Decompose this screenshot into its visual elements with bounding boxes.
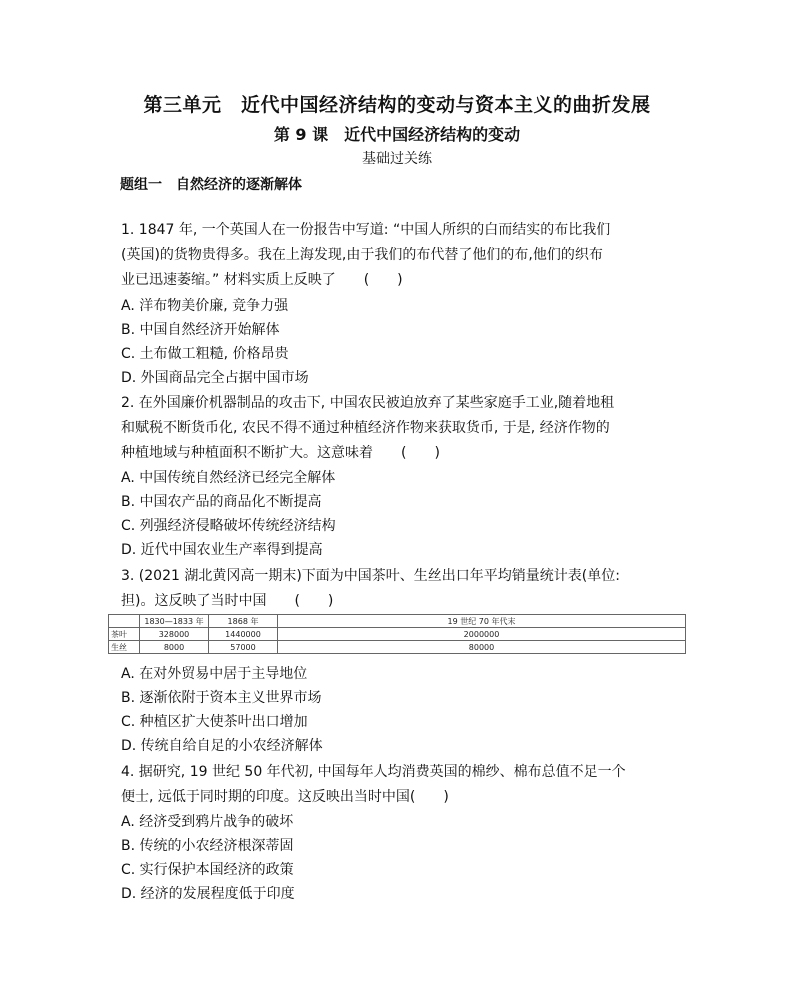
lesson-title: 第 9 课 近代中国经济结构的变动 — [273, 125, 521, 144]
q2-option-d: D. 近代中国农业生产率得到提高 — [121, 542, 323, 558]
table-row-label: 茶叶 — [109, 628, 140, 641]
table-header-cell: 1868 年 — [209, 615, 278, 628]
table-cell: 328000 — [140, 628, 209, 641]
q1-stem-line-1: 1. 1847 年, 一个英国人在一份报告中写道: “中国人所织的白而结实的布比我们 — [121, 222, 611, 238]
table-cell: 8000 — [140, 641, 209, 654]
q3-stem-line-1: 3. (2021 湖北黄冈高一期末)下面为中国茶叶、生丝出口年平均销量统计表(单位: — [121, 568, 620, 584]
q2-option-b: B. 中国农产品的商品化不断提高 — [121, 494, 322, 510]
q1-option-c: C. 土布做工粗糙, 价格昂贵 — [121, 346, 289, 362]
section-title: 基础过关练 — [362, 151, 432, 167]
q3-option-a: A. 在对外贸易中居于主导地位 — [121, 666, 308, 682]
q3-option-b: B. 逐渐依附于资本主义世界市场 — [121, 690, 322, 706]
table-row — [109, 641, 686, 654]
q2-stem-line-2: 和赋税不断货币化, 农民不得不通过种植经济作物来获取货币, 于是, 经济作物的 — [121, 420, 610, 436]
q1-option-d: D. 外国商品完全占据中国市场 — [121, 370, 309, 386]
export-stats-table — [108, 614, 686, 654]
table-row-label: 生丝 — [109, 641, 140, 654]
q2-stem-line-3: 种植地域与种植面积不断扩大。这意味着 ( ) — [121, 445, 440, 461]
q4-option-d: D. 经济的发展程度低于印度 — [121, 886, 295, 902]
table-header-cell: 1830—1833 年 — [140, 615, 209, 628]
q1-stem-line-3: 业已迅速萎缩。” 材料实质上反映了 ( ) — [121, 272, 403, 288]
q2-option-c: C. 列强经济侵略破坏传统经济结构 — [121, 518, 336, 534]
q2-stem-line-1: 2. 在外国廉价机器制品的攻击下, 中国农民被迫放弃了某些家庭手工业,随着地租 — [121, 395, 615, 411]
table-header-cell: 19 世纪 70 年代末 — [278, 615, 686, 628]
table-header-row — [109, 615, 686, 628]
q4-option-a: A. 经济受到鸦片战争的破坏 — [121, 814, 294, 830]
table-cell: 1440000 — [209, 628, 278, 641]
table-cell: 57000 — [209, 641, 278, 654]
q1-option-a: A. 洋布物美价廉, 竞争力强 — [121, 298, 289, 314]
q3-option-d: D. 传统自给自足的小农经济解体 — [121, 738, 323, 754]
q4-stem-line-2: 便士, 远低于同时期的印度。这反映出当时中国( ) — [121, 789, 449, 805]
q1-stem-line-2: (英国)的货物贵得多。我在上海发现,由于我们的布代替了他们的布,他们的织布 — [121, 247, 603, 263]
table-header-cell — [109, 615, 140, 628]
q2-option-a: A. 中国传统自然经济已经完全解体 — [121, 470, 336, 486]
q3-stem-line-2: 担)。这反映了当时中国 ( ) — [121, 593, 334, 609]
question-group-title: 题组一 自然经济的逐渐解体 — [120, 177, 302, 193]
q1-option-b: B. 中国自然经济开始解体 — [121, 322, 280, 338]
q4-stem-line-1: 4. 据研究, 19 世纪 50 年代初, 中国每年人均消费英国的棉纱、棉布总值不足一个 — [121, 764, 626, 780]
table-row — [109, 628, 686, 641]
q3-option-c: C. 种植区扩大使茶叶出口增加 — [121, 714, 308, 730]
q4-option-b: B. 传统的小农经济根深蒂固 — [121, 838, 294, 854]
table-cell: 2000000 — [278, 628, 686, 641]
table-cell: 80000 — [278, 641, 686, 654]
unit-title: 第三单元 近代中国经济结构的变动与资本主义的曲折发展 — [143, 94, 651, 116]
q4-option-c: C. 实行保护本国经济的政策 — [121, 862, 294, 878]
